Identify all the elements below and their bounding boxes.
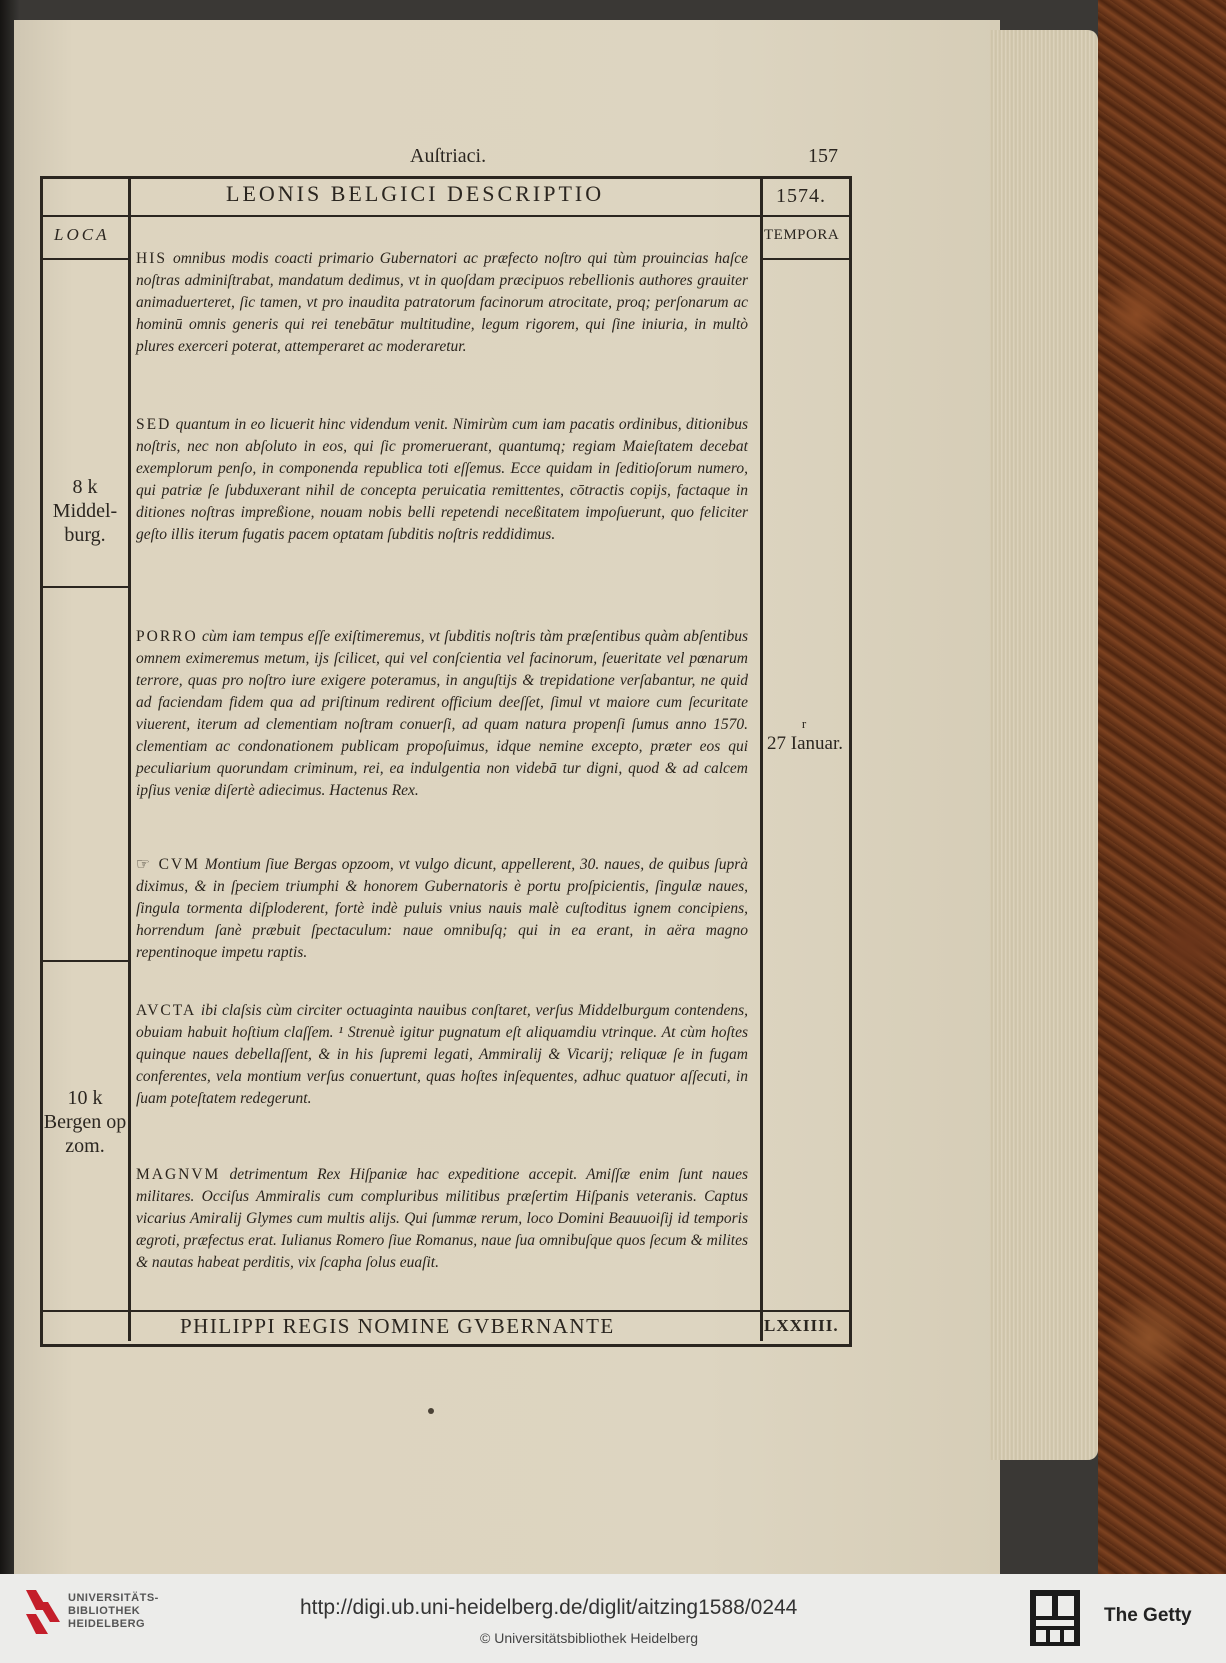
paragraph-4-lead: ☞ CVM: [136, 856, 200, 873]
library-logo-text: [68, 1592, 159, 1631]
margin-bergen-line-1: 10 k: [67, 1087, 103, 1109]
paragraph-3: [136, 626, 748, 802]
folio-number: 157: [808, 145, 838, 167]
paragraph-6-text: detrimentum Rex Hiſpaniæ hac expeditione accepit. Amiſſæ enim ſunt naues militares. Occiſus Ammiralis cum compluribus militibus præſertim Hiſpanis veteranis. Captus vicarius Amiralij Glymes cum multis alijs. Qui ſummæ rerum, loco Domini Beauuoiſij id temporis ægroti, præfectus erat. Iulianus Romero ſiue Romanus, naue ſua omnibuſque quos ſecum & milites & nautas habeat perditis, vix ſcapha ſolus euaſit.: [136, 1166, 749, 1271]
tempora-label: TEMPORA: [764, 227, 840, 243]
margin-middelburg-line-2: Middel-: [52, 500, 118, 522]
tempora-rule: [760, 258, 849, 260]
left-column-rule: [128, 176, 131, 1341]
getty-label: The Getty: [1104, 1605, 1192, 1626]
paragraph-2: [136, 414, 748, 546]
page-edges: [990, 30, 1098, 1460]
paragraph-5: [136, 1000, 748, 1110]
right-column-rule: [760, 176, 763, 1341]
paragraph-1: [136, 248, 748, 358]
paragraph-2-lead: SED: [136, 416, 172, 433]
paragraph-2-text: quantum in eo licuerit hinc videndum venit. Nimirùm cum iam pacatis ordinibus, ditionibus noſtris, nec non abſoluto in eos, qui ſic promeruerant, quantumq; regiam Maieſtatem decebat exemplorum penſo, in componenda republica toti eſſemus. Ecce quidam in ſeditioſorum numero, qui patriæ ſe ſubduxerant nihil de concepta peruicatia remittentes, cōtractis copijs, factaque in ditiones noſtras impreßione, nouam nobis belli repetendi neceßitatem impoſuerunt, quo feliciter geſto illis iterum fugatis pacem optatam ſubditis noſtris reddidimus.: [136, 416, 748, 543]
loca-label: LOCA: [54, 225, 110, 244]
paragraph-6: [136, 1164, 748, 1274]
paragraph-1-lead: HIS: [136, 250, 167, 267]
paragraph-1-text: omnibus modis coacti primario Gubernatori ac præfecto noſtro qui tùm prouincias haſce noſtras adminiſtrabat, mandatum dedimus, vt in quoſdam præcipuos rebellionis authores grauiter animaduerteret, ſic tamen, vt pro inaudita patratorum facinorum atrocitate, proq; perſonarum ac hominū omnis generis qui rei tenebātur multitudine, legum rigorem, qui ſine iniuria, in multò plures exerceri poterat, attemperaret ac moderaretur.: [136, 250, 749, 355]
header-title: LEONIS BELGICI DESCRIPTIO: [226, 181, 605, 206]
footer-rule: [40, 1310, 849, 1312]
margin-middelburg-line-1: 8 k: [72, 476, 98, 498]
margin-bergen-line-2: Bergen op: [43, 1111, 127, 1133]
marbled-cover: [1098, 0, 1226, 1574]
margin-note-middelburg: [42, 475, 128, 547]
section-rule-2: [40, 960, 130, 962]
ink-dot: [428, 1408, 434, 1414]
section-rule-1: [40, 586, 130, 588]
footer-number: LXXIIII.: [764, 1316, 839, 1335]
paragraph-5-lead: AVCTA: [136, 1002, 197, 1019]
date-marker: r: [801, 716, 807, 731]
footer-title: PHILIPPI REGIS NOMINE GVBERNANTE: [180, 1314, 615, 1338]
paragraph-5-text: ibi claſsis cùm circiter octuaginta nauibus conſtaret, verſus Middelburgum contendens, obuiam habuit hoſtium claſſem. ¹ Strenuè igitur pugnatum eſt aliquamdiu vtrinque. At cùm hoſtes quinque naues debellaſſent, & in his ſupremi legati, Ammiralij & Vicarij; reliquæ ſe in fugam conferentes, vela montium verſus conuertunt, quas hoſtes inſequentes, adhuc quatuor aſſecuti, in ſuam poteſtatem redegerunt.: [136, 1002, 749, 1107]
permalink-url[interactable]: http://digi.ub.uni-heidelberg.de/diglit/aitzing1588/0244: [300, 1596, 798, 1619]
paragraph-3-lead: PORRO: [136, 628, 198, 645]
university-library-logo-icon: [26, 1590, 60, 1636]
paragraph-6-lead: MAGNVM: [136, 1166, 221, 1183]
logo-line-1: UNIVERSITÄTS-: [68, 1592, 159, 1604]
getty-logo-icon: [1030, 1590, 1080, 1646]
logo-line-2: BIBLIOTHEK: [68, 1605, 141, 1617]
running-head: Auſtriaci.: [410, 145, 487, 167]
loca-rule: [40, 258, 130, 260]
margin-middelburg-line-3: burg.: [64, 524, 106, 546]
margin-bergen-line-3: zom.: [65, 1135, 105, 1157]
logo-line-3: HEIDELBERG: [68, 1618, 146, 1630]
year: 1574.: [776, 185, 826, 207]
header-rule: [40, 215, 849, 217]
paragraph-4-text: Montium ſiue Bergas opzoom, vt vulgo dicunt, appellerent, 30. naues, de quibus ſuprà diximus, & in ſpeciem triumphi & honorem Gubernatoris è portu proſpicientis, ſingulæ naues, ſingula tormenta diſploderent, fortè indè puluis vnius nauis malè cuſtoditus ignem concipiens, horrendum ſanè præbuit ſpectaculum: naue omnibuſq; qui in ea erant, in aëra magno repentinoque impetu raptis.: [136, 856, 748, 961]
margin-date: 27 Ianuar.: [767, 733, 843, 754]
margin-note-bergen: [42, 1086, 128, 1158]
paragraph-4: [136, 854, 748, 964]
copyright-text: © Universitätsbibliothek Heidelberg: [480, 1630, 699, 1646]
paragraph-3-text: cùm iam tempus eſſe exiſtimeremus, vt ſubditis noſtris tàm præſentibus quàm abſentibus omnem eximeremus metum, ijs ſcilicet, qui vel conſcientia vel facinorum, ſeueritate vel pœnarum terrore, quas pro noſtro iure exigere poteramus, in anguſtijs & trepidatione verſabantur, ne quid ad faciendam fidem qua ad priſtinum redirent officium deeſſet, ſimul vt maiore cum ſecuritate viuerent, iterum ad clementiam noſtram conuerſi, ad quam natura propenſi ſumus anno 1570. clementiam ac condonationem publicam propoſuimus, idque nemine excepto, præter eos qui peculiarium quorundam criminum, rei, ea indulgentia non videbā tur digni, quod & ad calcem ipſius veniæ diſertè adiecimus. Hactenus Rex.: [136, 628, 749, 799]
